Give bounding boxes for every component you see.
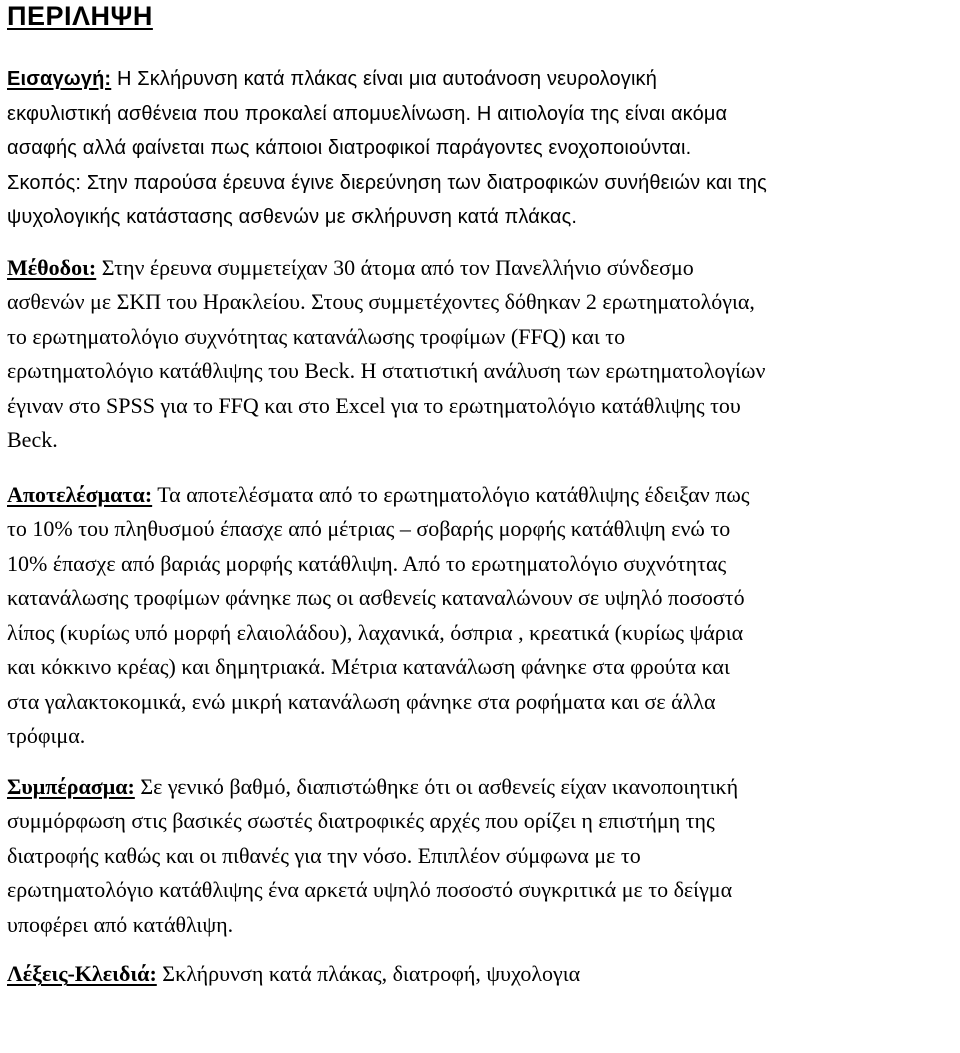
results-line-7: στα γαλακτοκομικά, ενώ μικρή κατανάλωση φάνηκε στα ροφήματα και σε άλλα [7, 688, 716, 714]
methods-label: Μέθοδοι: [7, 254, 97, 280]
results-label: Αποτελέσματα: [7, 481, 153, 507]
results-line-8: τρόφιμα. [7, 723, 86, 749]
results-paragraph [7, 478, 957, 754]
results-line-5: λίπος (κυρίως υπό μορφή ελαιολάδου), λαχανικά, όσπρια , κρεατικά (κυρίως ψάρια [7, 619, 744, 645]
methods-line-5: έγιναν στο SPSS για το FFQ και στο Excel για το ερωτηματολόγιο κατάθλιψης του [7, 392, 741, 418]
methods-paragraph [7, 251, 957, 458]
intro-line-5: ψυχολογικής κατάστασης ασθενών με σκλήρυνση κατά πλάκας. [7, 206, 578, 229]
intro-line-4: Σκοπός: Στην παρούσα έρευνα έγινε διερεύνηση των διατροφικών συνήθειών και της [7, 171, 767, 194]
page-title: ΠΕΡΙΛΗΨΗ [7, 1, 153, 31]
methods-line-1 [7, 251, 957, 286]
methods-line-3: το ερωτηματολόγιο συχνότητας κατανάλωσης τροφίμων (FFQ) και το [7, 323, 626, 349]
conclusion-paragraph [7, 770, 957, 943]
conclusion-line-4: ερωτηματολόγιο κατάθλιψης ένα αρκετά υψηλό ποσοστό συγκριτικά με το δείγμα [7, 877, 733, 903]
conclusion-line-3: διατροφής καθώς και οι πιθανές για την νόσο. Επιπλέον σύμφωνα με το [7, 842, 641, 868]
intro-line-2: εκφυλιστική ασθένεια που προκαλεί απομυελίνωση. Η αιτιολογία της είναι ακόμα [7, 102, 728, 125]
conclusion-line-2: συμμόρφωση στις βασικές σωστές διατροφικές αρχές που ορίζει η επιστήμη της [7, 808, 715, 834]
methods-line-4: ερωτηματολόγιο κατάθλιψης του Beck. Η στατιστική ανάλυση των ερωτηματολογίων [7, 358, 766, 384]
results-text-1: Τα αποτελέσματα από το ερωτηματολόγιο κατάθλιψης έδειξαν πως [152, 481, 750, 507]
conclusion-label: Συμπέρασμα: [7, 773, 135, 799]
conclusion-text-1: Σε γενικό βαθμό, διαπιστώθηκε ότι οι ασθενείς είχαν ικανοποιητική [134, 773, 739, 799]
conclusion-line-5: υποφέρει από κατάθλιψη. [7, 911, 234, 937]
intro-line-1 [7, 62, 957, 97]
abstract-page [7, 0, 957, 992]
results-line-1 [7, 478, 957, 513]
methods-text-1: Στην έρευνα συμμετείχαν 30 άτομα από τον Πανελλήνιο σύνδεσμο [96, 254, 694, 280]
methods-line-2: ασθενών με ΣΚΠ του Ηρακλείου. Στους συμμετέχοντες δόθηκαν 2 ερωτηματολόγια, [7, 289, 755, 315]
intro-text-1: Η Σκλήρυνση κατά πλάκας είναι μια αυτοάνοση νευρολογική [111, 68, 657, 90]
results-line-2: το 10% του πληθυσμού έπασχε από μέτριας – σοβαρής μορφής κατάθλιψη ενώ το [7, 516, 731, 542]
keywords-line [7, 957, 957, 992]
results-line-3: 10% έπασχε από βαριάς μορφής κατάθλιψη. Από το ερωτηματολόγιο συχνότητας [7, 550, 727, 576]
keywords-label: Λέξεις-Κλειδιά: [7, 961, 157, 987]
results-line-4: κατανάλωσης τροφίμων φάνηκε πως οι ασθενείς καταναλώνουν σε υψηλό ποσοστό [7, 585, 745, 611]
keywords-paragraph [7, 957, 957, 992]
methods-line-6: Beck. [7, 427, 58, 453]
conclusion-line-1 [7, 770, 957, 805]
introduction-label: Εισαγωγή: [7, 68, 112, 90]
results-line-6: και κόκκινο κρέας) και δημητριακά. Μέτρια κατανάλωση φάνηκε στα φρούτα και [7, 654, 730, 680]
keywords-text: Σκλήρυνση κατά πλάκας, διατροφή, ψυχολογια [156, 961, 581, 987]
intro-line-3: ασαφής αλλά φαίνεται πως κάποιοι διατροφικοί παράγοντες ενοχοποιούνται. [7, 137, 692, 160]
introduction-paragraph [7, 62, 957, 235]
